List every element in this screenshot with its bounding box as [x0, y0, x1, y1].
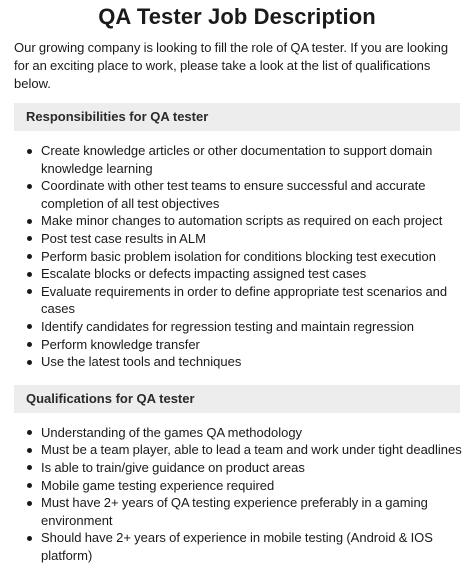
bullet-icon [27, 536, 32, 541]
list-item [26, 336, 474, 354]
bullet-icon [27, 342, 32, 347]
list-item-text: Perform basic problem isolation for conditions blocking test execution [41, 248, 436, 264]
list-item-text: Identify candidates for regression testing and maintain regression [41, 318, 414, 334]
list-item-text: Should have 2+ years of experience in mobile testing (Android & IOS platform) [41, 530, 433, 563]
list-item [26, 248, 474, 266]
list-item-text: Escalate blocks or defects impacting assigned test cases [41, 266, 367, 282]
list-item-text: Is able to train/give guidance on product areas [41, 459, 305, 475]
list-item-text: Must have 2+ years of QA testing experience preferably in a gaming environment [41, 495, 428, 528]
bullet-icon [27, 149, 32, 154]
bullet-icon [27, 483, 32, 488]
bullet-icon [27, 219, 32, 224]
list-item [26, 424, 474, 442]
bullet-icon [27, 272, 32, 277]
bullet-icon [27, 501, 32, 506]
list-item-text: Perform knowledge transfer [41, 336, 200, 352]
intro-paragraph: Our growing company is looking to fill the role of QA tester. If you are looking for an exciting place to work, please take a look at the list of qualifications below. [14, 40, 449, 91]
list-item [26, 459, 474, 477]
list-item [26, 494, 474, 529]
bullet-icon [27, 360, 32, 365]
list-item-text: Coordinate with other test teams to ensure successful and accurate completion of all test objectives [41, 178, 426, 211]
responsibilities-heading: Responsibilities for QA tester [14, 103, 460, 131]
list-item [26, 177, 474, 212]
list-item [26, 318, 474, 336]
list-item [26, 529, 474, 564]
list-item-text: Create knowledge articles or other documentation to support domain knowledge learning [41, 143, 433, 176]
list-item-text: Make minor changes to automation scripts as required on each project [41, 213, 443, 229]
list-item-text: Understanding of the games QA methodology [41, 424, 303, 440]
bullet-icon [27, 289, 32, 294]
bullet-icon [27, 324, 32, 329]
list-item [26, 477, 474, 495]
bullet-icon [27, 254, 32, 259]
list-item-text: Mobile game testing experience required [41, 477, 275, 493]
list-item [26, 441, 474, 459]
bullet-icon [27, 430, 32, 435]
qualifications-list [0, 424, 474, 564]
bullet-icon [27, 184, 32, 189]
list-item-text: Post test case results in ALM [41, 230, 206, 246]
bullet-icon [27, 465, 32, 470]
list-item-text: Must be a team player, able to lead a team and work under tight deadlines [41, 442, 462, 458]
qualifications-heading: Qualifications for QA tester [14, 385, 460, 413]
list-item [26, 212, 474, 230]
bullet-icon [27, 236, 32, 241]
list-item-text: Evaluate requirements in order to define appropriate test scenarios and cases [41, 283, 448, 317]
list-item [26, 265, 474, 283]
page-title: QA Tester Job Description [98, 4, 376, 29]
responsibilities-list [0, 142, 474, 371]
list-item [26, 353, 474, 371]
bullet-icon [27, 448, 32, 453]
list-item [26, 283, 474, 318]
list-item [26, 142, 474, 177]
list-item-text: Use the latest tools and techniques [41, 354, 242, 370]
list-item [26, 230, 474, 248]
